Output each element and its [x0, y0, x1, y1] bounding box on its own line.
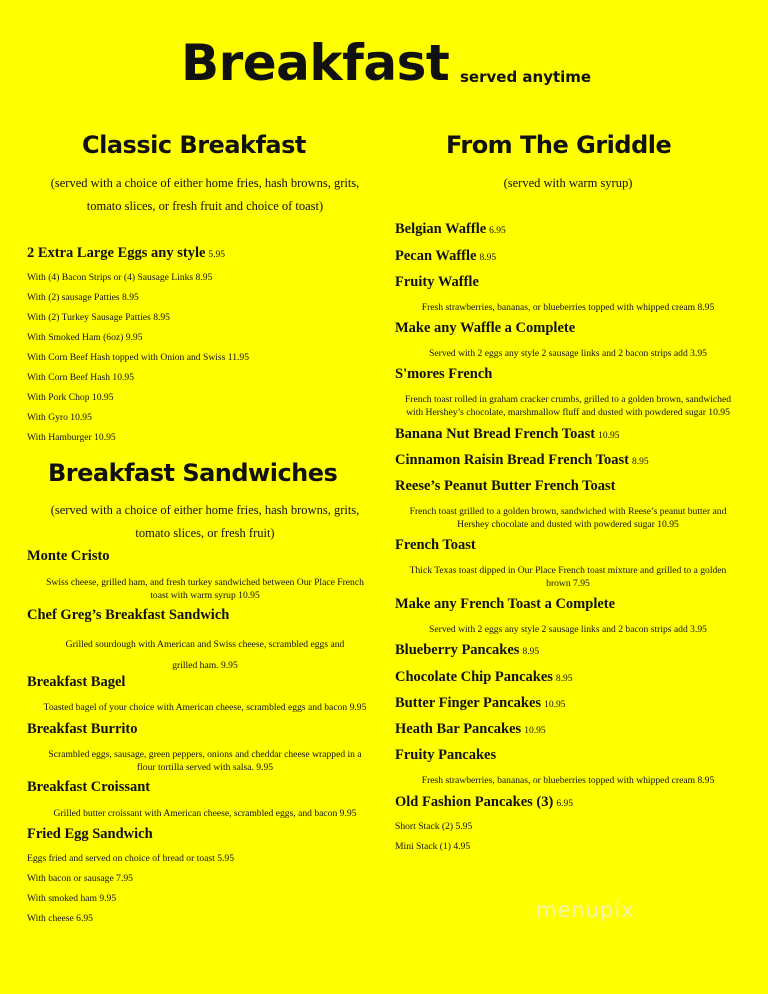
classic-note-1: (served with a choice of either home fries, hash browns, grits,: [50, 176, 360, 190]
item-heath-bar-pancakes: Heath Bar Pancakes 10.95: [395, 721, 546, 737]
fried-egg-option: With cheese 6.95: [27, 913, 93, 924]
egg-option: With Corn Beef Hash 10.95: [27, 372, 134, 383]
item-fruity-pancakes: Fruity Pancakes: [395, 747, 497, 763]
item-butter-finger-pancakes: Butter Finger Pancakes 10.95: [395, 695, 566, 711]
griddle-heading: From The Griddle: [446, 131, 672, 159]
classic-note-2: tomato slices, or fresh fruit and choice of toast): [86, 199, 324, 213]
item-blueberry-pancakes: Blueberry Pancakes 8.95: [395, 642, 540, 658]
item-desc: Thick Texas toast dipped in Our Place French toast mixture and grilled to a golden brown 7.95: [409, 565, 727, 589]
item-banana-nut-french-toast: Banana Nut Bread French Toast 10.95: [395, 426, 620, 442]
menupix-watermark: menupix: [536, 898, 635, 922]
item-fried-egg-sandwich: Fried Egg Sandwich: [27, 826, 153, 842]
item-pecan-waffle: Pecan Waffle 8.95: [395, 248, 497, 264]
item-desc: French toast rolled in graham cracker crumbs, grilled to a golden brown, sandwiched with Hershey’s chocolate, marshmallow fluff and dusted with powdered sugar 10.95: [404, 394, 732, 418]
item-reeses-french-toast: Reese’s Peanut Butter French Toast: [395, 478, 616, 494]
sandwiches-note-2: tomato slices, or fresh fruit): [135, 526, 275, 540]
item-name: 2 Extra Large Eggs any style: [27, 245, 206, 261]
egg-option: With Corn Beef Hash topped with Onion and Swiss 11.95: [27, 352, 250, 363]
egg-option: With Gyro 10.95: [27, 412, 92, 423]
item-desc: Fresh strawberries, bananas, or blueberries topped with whipped cream 8.95: [421, 302, 715, 313]
item-price: 5.95: [208, 250, 226, 260]
item-french-toast: French Toast: [395, 537, 476, 553]
page-title: Breakfast: [181, 34, 450, 92]
classic-heading: Classic Breakfast: [82, 131, 306, 159]
egg-option: With Pork Chop 10.95: [27, 392, 114, 403]
item-belgian-waffle: Belgian Waffle 6.95: [395, 221, 506, 237]
item-desc: Grilled butter croissant with American cheese, scrambled eggs, and bacon 9.95: [53, 808, 357, 819]
item-chocolate-chip-pancakes: Chocolate Chip Pancakes 8.95: [395, 669, 573, 685]
item-desc: Swiss cheese, grilled ham, and fresh turkey sandwiched between Our Place French toast with warm syrup 10.95: [46, 577, 364, 601]
mini-stack: Mini Stack (1) 4.95: [395, 841, 471, 852]
item-desc: French toast grilled to a golden brown, sandwiched with Reese’s peanut butter and Hershey chocolate and dusted with powdered sugar 10.95: [409, 506, 727, 530]
egg-option: With Hamburger 10.95: [27, 432, 116, 443]
egg-option: With (2) Turkey Sausage Patties 8.95: [27, 312, 170, 323]
item-complete-waffle: Make any Waffle a Complete: [395, 320, 576, 336]
item-desc: Served with 2 eggs any style 2 sausage links and 2 bacon strips add 3.95: [429, 624, 707, 635]
fried-egg-option: With bacon or sausage 7.95: [27, 873, 133, 884]
item-desc: Scrambled eggs, sausage, green peppers, onions and cheddar cheese wrapped in a flour tortilla served with salsa. 9.95: [48, 749, 362, 773]
item-desc: Served with 2 eggs any style 2 sausage links and 2 bacon strips add 3.95: [429, 348, 707, 359]
egg-option: With (2) sausage Patties 8.95: [27, 292, 139, 303]
fried-egg-option: With smoked ham 9.95: [27, 893, 117, 904]
item-smores-french: S'mores French: [395, 366, 493, 382]
sandwiches-heading: Breakfast Sandwiches: [48, 459, 338, 487]
item-desc: Grilled sourdough with American and Swiss cheese, scrambled eggs and grilled ham. 9.95: [65, 639, 345, 671]
item-chef-gregs-sandwich: Chef Greg’s Breakfast Sandwich: [27, 607, 230, 623]
egg-option: With Smoked Ham (6oz) 9.95: [27, 332, 143, 343]
page-subtitle: served anytime: [460, 68, 592, 86]
egg-option: With (4) Bacon Strips or (4) Sausage Links 8.95: [27, 272, 213, 283]
short-stack: Short Stack (2) 5.95: [395, 821, 473, 832]
fried-egg-option: Eggs fried and served on choice of bread or toast 5.95: [27, 853, 234, 864]
item-breakfast-croissant: Breakfast Croissant: [27, 779, 151, 795]
item-desc: Toasted bagel of your choice with American cheese, scrambled eggs and bacon 9.95: [43, 702, 367, 713]
sandwiches-note-1: (served with a choice of either home fries, hash browns, grits,: [50, 503, 360, 517]
item-complete-french-toast: Make any French Toast a Complete: [395, 596, 616, 612]
item-extra-large-eggs: [27, 245, 225, 262]
item-breakfast-burrito: Breakfast Burrito: [27, 721, 138, 737]
item-fruity-waffle: Fruity Waffle: [395, 274, 479, 290]
griddle-note: (served with warm syrup): [503, 176, 633, 190]
item-monte-cristo: Monte Cristo: [27, 548, 110, 564]
item-breakfast-bagel: Breakfast Bagel: [27, 674, 126, 690]
item-cinnamon-raisin-french-toast: Cinnamon Raisin Bread French Toast 8.95: [395, 452, 649, 468]
item-desc: Fresh strawberries, bananas, or blueberries topped with whipped cream 8.95: [421, 775, 715, 786]
item-old-fashion-pancakes: Old Fashion Pancakes (3) 6.95: [395, 794, 573, 810]
